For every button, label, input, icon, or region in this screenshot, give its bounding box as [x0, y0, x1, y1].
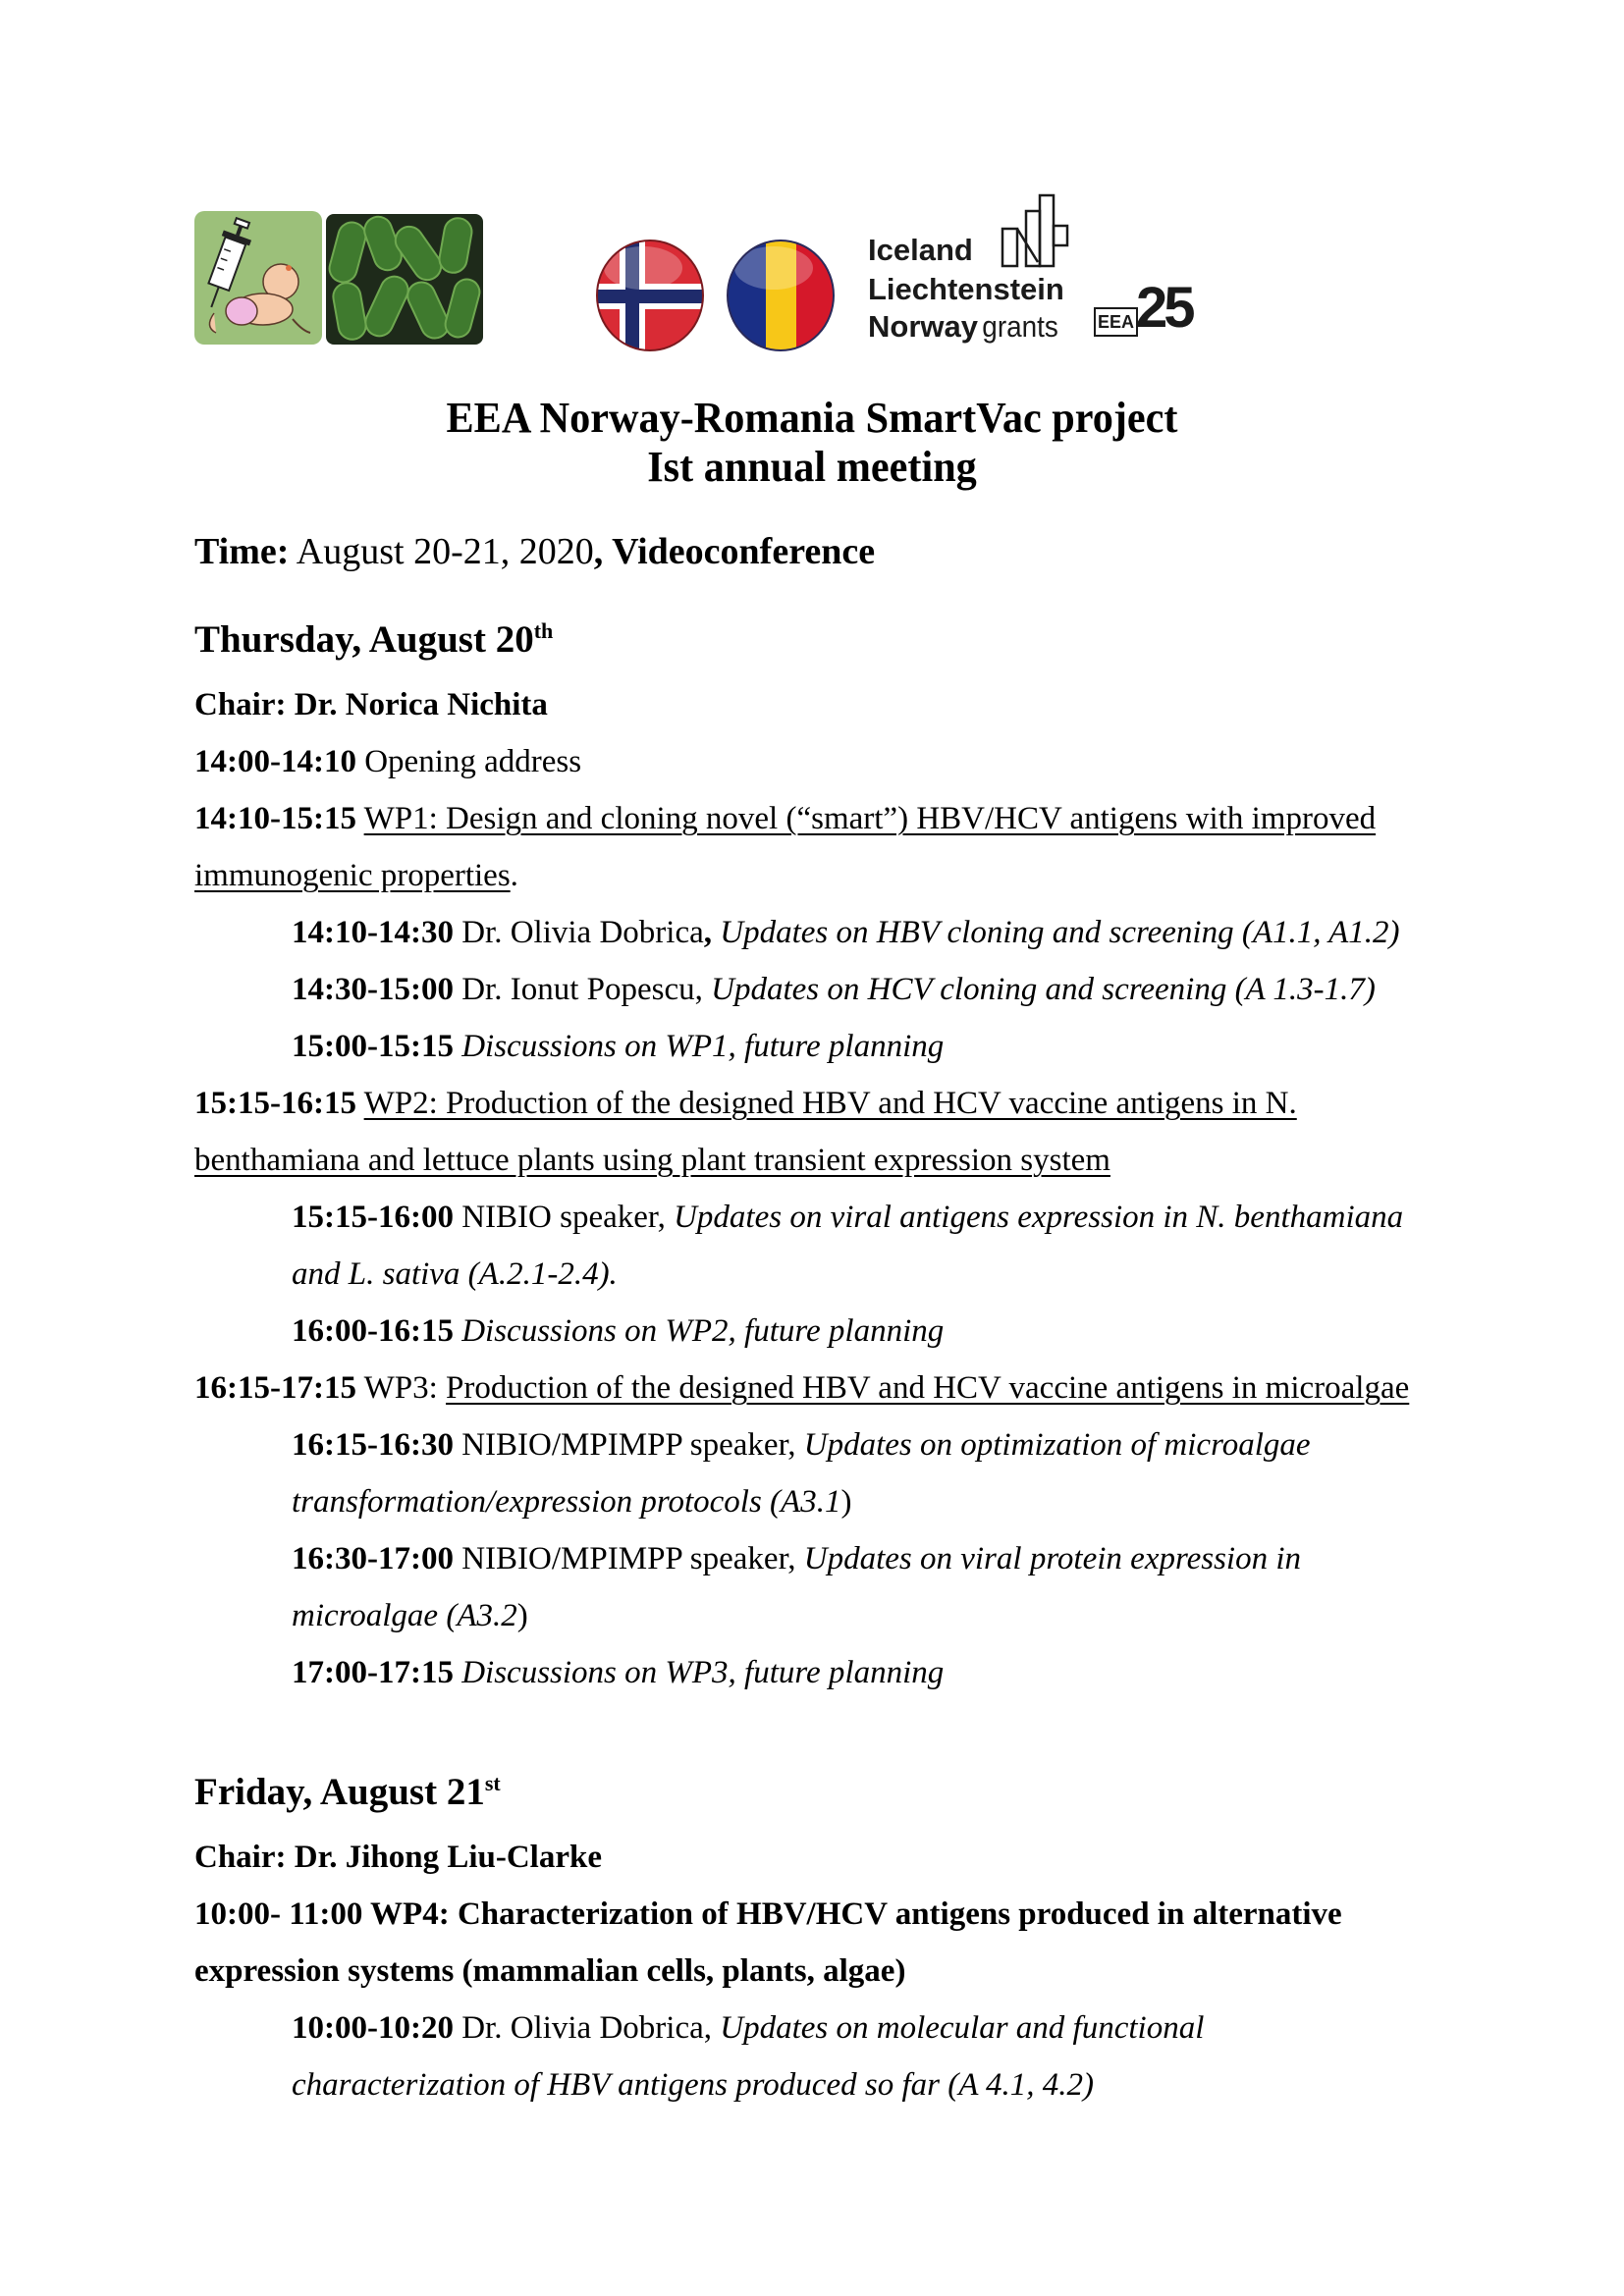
day1-heading: [194, 620, 553, 660]
baby-vaccine-image: [194, 211, 322, 345]
time-label: Time:: [194, 531, 290, 572]
agenda-item-wp2: [194, 1084, 1297, 1123]
agenda-item-wp1-cont: [194, 856, 518, 895]
talk-item: [292, 1198, 1403, 1237]
grants-skyline-icon: [999, 191, 1087, 270]
talk-item: [292, 1311, 944, 1351]
day2-heading: [194, 1773, 501, 1812]
day2-heading-sup: st: [484, 1771, 501, 1795]
eea-grants-logo: [866, 191, 1210, 358]
talk-time: 14:10-14:30: [292, 915, 454, 950]
talk-time: 14:30-15:00: [292, 972, 454, 1007]
time-format: , Videoconference: [593, 531, 876, 572]
talk-item: [292, 1027, 944, 1066]
talk-topic: Updates on optimization of microalgae: [795, 1427, 1311, 1463]
talk-item: [292, 1425, 1311, 1465]
agenda-item-wp4-cont: expression systems (mammalian cells, plants, algae): [194, 1953, 906, 1989]
talk-item: [292, 970, 1376, 1009]
talk-item-cont: [292, 1482, 851, 1522]
talk-speaker: Dr. Olivia Dobrica: [453, 915, 704, 950]
talk-item: [292, 2008, 1204, 2048]
talk-topic: Discussions on WP2, future planning: [453, 1313, 945, 1349]
eea-box: EEA: [1094, 307, 1138, 337]
talk-time: 10:00-10:20: [292, 2010, 454, 2046]
talk-topic-end: ): [516, 1598, 528, 1633]
talk-time: 16:00-16:15: [292, 1313, 454, 1349]
talk-item-cont: [292, 1596, 528, 1635]
day1-chair: Chair: Dr. Norica Nichita: [194, 687, 548, 722]
agenda-time: 16:15-17:15: [194, 1370, 356, 1406]
day1-heading-text: Thursday, August 20: [194, 618, 534, 661]
romania-flag-icon: [725, 239, 838, 353]
time-value: August 20-21, 2020: [289, 531, 594, 572]
agenda-item-opening: [194, 742, 581, 781]
wp2-title: WP2: Production of the designed HBV and HCV vaccine antigens in N.: [363, 1086, 1297, 1121]
talk-topic: Updates on viral antigens expression in N. benthamiana: [665, 1200, 1404, 1235]
talk-item-cont: [292, 1255, 618, 1294]
grants-logo-grants: grants: [982, 309, 1058, 344]
talk-speaker: NIBIO/MPIMPP speaker,: [453, 1427, 796, 1463]
agenda-time: 14:10-15:15: [194, 801, 356, 836]
talk-speaker: NIBIO/MPIMPP speaker,: [453, 1541, 796, 1576]
talk-topic: Discussions on WP1, future planning: [453, 1029, 945, 1064]
talk-topic-cont: and L. sativa (A.2.1-2.4).: [292, 1256, 618, 1292]
grants-logo-iceland: Iceland: [868, 233, 973, 267]
talk-item: [292, 913, 1400, 952]
talk-item: [292, 1539, 1301, 1578]
talk-speaker: Dr. Olivia Dobrica,: [453, 2010, 712, 2046]
day1-heading-sup: th: [533, 618, 554, 643]
grants-logo-norway-grants: [868, 309, 1062, 345]
day2-heading-text: Friday, August 21: [194, 1771, 485, 1813]
agenda-text: Opening address: [355, 744, 582, 779]
talk-item-cont: [292, 2065, 1094, 2105]
grants-logo-norway: Norway: [868, 309, 978, 344]
eea-25: 25: [1136, 276, 1192, 340]
talk-topic-cont: characterization of HBV antigens produced so far (A 4.1, 4.2): [292, 2067, 1094, 2103]
agenda-item-wp2-cont: [194, 1141, 1110, 1180]
wp3-title: Production of the designed HBV and HCV vaccine antigens in microalgae: [446, 1370, 1410, 1406]
talk-topic: Updates on HCV cloning and screening (A 1.3-1.7): [702, 972, 1376, 1007]
talk-time: 16:15-16:30: [292, 1427, 454, 1463]
page-subtitle: Ist annual meeting: [647, 443, 977, 491]
talk-time: 17:00-17:15: [292, 1655, 454, 1690]
norway-flag-icon: [594, 239, 707, 353]
talk-topic-cont: microalgae (A3.2: [292, 1598, 517, 1633]
talk-time: 16:30-17:00: [292, 1541, 454, 1576]
talk-topic-cont: transformation/expression protocols (A3.1: [292, 1484, 841, 1520]
agenda-item-wp3: [194, 1368, 1409, 1408]
page-title: EEA Norway-Romania SmartVac project: [446, 394, 1178, 442]
talk-topic: Discussions on WP3, future planning: [453, 1655, 945, 1690]
wp1-title: WP1: Design and cloning novel (“smart”) HBV/HCV antigens with improved: [363, 801, 1377, 836]
talk-time: 15:00-15:15: [292, 1029, 454, 1064]
agenda-time: 15:15-16:15: [194, 1086, 356, 1121]
talk-topic: Updates on molecular and functional: [712, 2010, 1205, 2046]
grants-logo-liechtenstein: Liechtenstein: [868, 272, 1064, 306]
agenda-item-wp1: [194, 799, 1376, 838]
talk-sep: ,: [703, 915, 712, 950]
talk-topic-end: ): [840, 1484, 852, 1520]
meeting-time: [194, 532, 875, 571]
talk-item: [292, 1653, 944, 1692]
talk-topic: Updates on viral protein expression in: [795, 1541, 1301, 1576]
green-algae-image: [326, 214, 483, 345]
wp3-prefix: WP3:: [355, 1370, 447, 1406]
talk-topic: Updates on HBV cloning and screening (A1.1, A1.2): [712, 915, 1400, 950]
day2-chair: Chair: Dr. Jihong Liu-Clarke: [194, 1840, 602, 1875]
wp2-title-cont: benthamiana and lettuce plants using plant transient expression system: [194, 1143, 1110, 1178]
wp1-title-end: .: [510, 858, 518, 893]
talk-speaker: Dr. Ionut Popescu,: [453, 972, 703, 1007]
wp1-title-cont: immunogenic properties: [194, 858, 511, 893]
agenda-item-wp4: 10:00- 11:00 WP4: Characterization of HBV/HCV antigens produced in alternative: [194, 1896, 1342, 1932]
agenda-time: 14:00-14:10: [194, 744, 356, 779]
talk-time: 15:15-16:00: [292, 1200, 454, 1235]
talk-speaker: NIBIO speaker,: [453, 1200, 666, 1235]
